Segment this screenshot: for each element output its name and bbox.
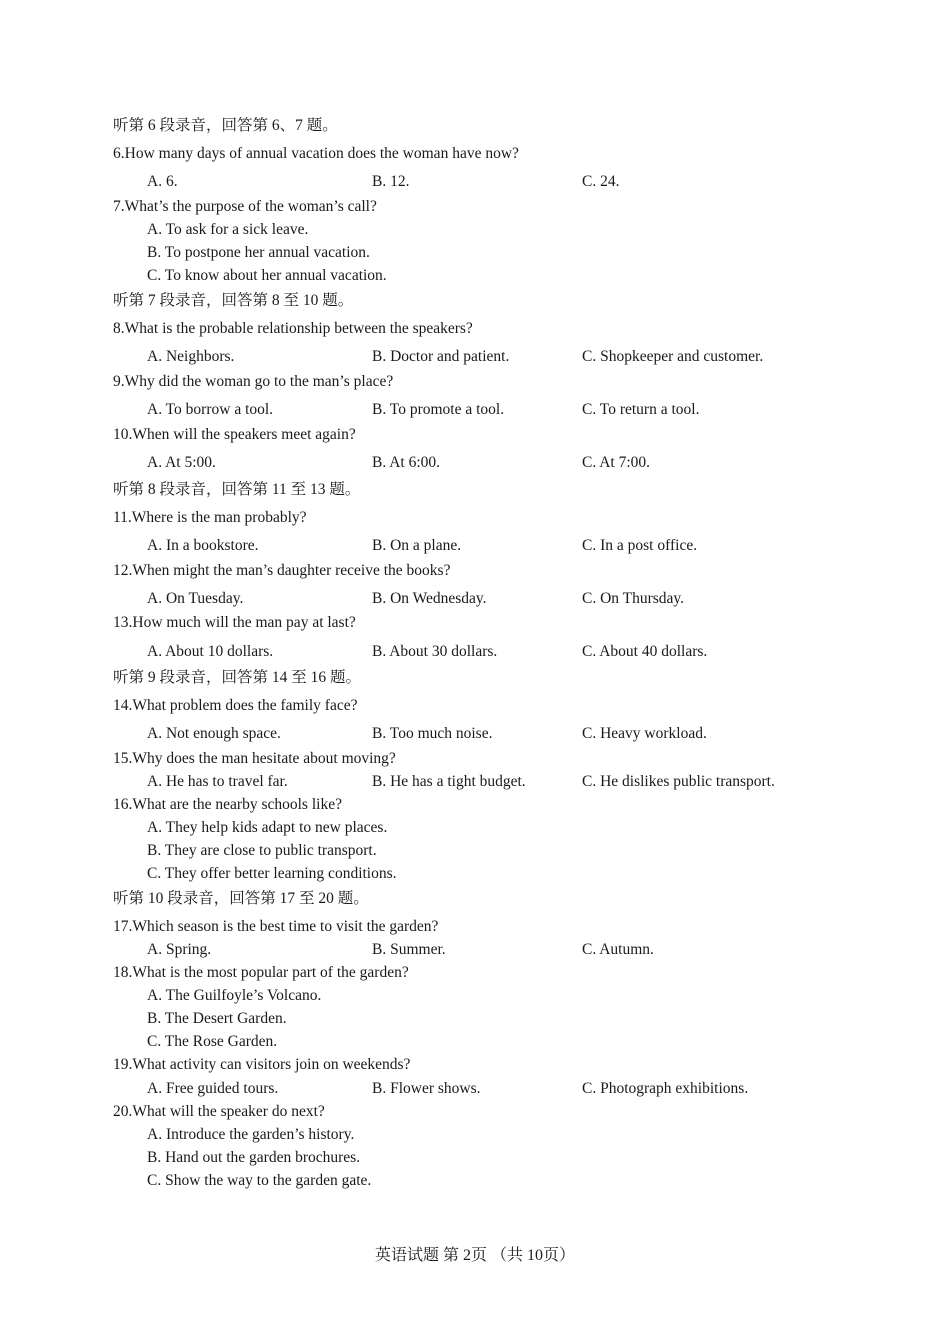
option-c: C. Heavy workload.	[582, 725, 707, 742]
question-text: 14.What problem does the family face?	[113, 697, 358, 714]
section-instruction: 听第 8 段录音，回答第 11 至 13 题。	[113, 481, 361, 498]
question-text: 13.How much will the man pay at last?	[113, 614, 356, 631]
option-line: C. Show the way to the garden gate.	[147, 1172, 372, 1189]
option-a: A. Neighbors.	[147, 348, 235, 365]
option-a: A. To borrow a tool.	[147, 401, 274, 418]
question-text: 9.Why did the woman go to the man’s place?	[113, 373, 394, 390]
option-line: A. The Guilfoyle’s Volcano.	[147, 987, 322, 1004]
option-c: C. At 7:00.	[582, 454, 651, 471]
option-b: B. On Wednesday.	[372, 590, 487, 607]
section-instruction: 听第 9 段录音，回答第 14 至 16 题。	[113, 669, 362, 686]
option-b: B. He has a tight budget.	[372, 773, 526, 790]
question-text: 7.What’s the purpose of the woman’s call?	[113, 198, 377, 215]
option-c: C. On Thursday.	[582, 590, 685, 607]
section-instruction: 听第 10 段录音，回答第 17 至 20 题。	[113, 890, 369, 907]
option-line: B. Hand out the garden brochures.	[147, 1149, 361, 1166]
question-text: 8.What is the probable relationship between the speakers?	[113, 320, 473, 337]
option-c: C. To return a tool.	[582, 401, 700, 418]
option-c: C. 24.	[582, 173, 620, 190]
option-line: C. The Rose Garden.	[147, 1033, 278, 1050]
option-b: B. Summer.	[372, 941, 446, 958]
option-a: A. In a bookstore.	[147, 537, 259, 554]
question-text: 18.What is the most popular part of the garden?	[113, 964, 409, 981]
question-text: 17.Which season is the best time to visit the garden?	[113, 918, 439, 935]
option-line: A. They help kids adapt to new places.	[147, 819, 388, 836]
option-c: C. In a post office.	[582, 537, 698, 554]
option-a: A. Spring.	[147, 941, 212, 958]
option-c: C. Shopkeeper and customer.	[582, 348, 764, 365]
option-b: B. To promote a tool.	[372, 401, 505, 418]
option-b: B. Doctor and patient.	[372, 348, 510, 365]
option-b: B. At 6:00.	[372, 454, 441, 471]
option-line: B. They are close to public transport.	[147, 842, 377, 859]
option-b: B. 12.	[372, 173, 410, 190]
option-line: A. Introduce the garden’s history.	[147, 1126, 355, 1143]
option-b: B. On a plane.	[372, 537, 462, 554]
option-a: A. On Tuesday.	[147, 590, 244, 607]
question-text: 15.Why does the man hesitate about moving?	[113, 750, 396, 767]
option-line: B. To postpone her annual vacation.	[147, 244, 370, 261]
question-text: 19.What activity can visitors join on weekends?	[113, 1056, 411, 1073]
question-text: 20.What will the speaker do next?	[113, 1103, 325, 1120]
option-c: C. About 40 dollars.	[582, 643, 708, 660]
option-c: C. Photograph exhibitions.	[582, 1080, 749, 1097]
option-a: A. Not enough space.	[147, 725, 281, 742]
section-instruction: 听第 6 段录音，回答第 6、7 题。	[113, 117, 338, 134]
question-text: 12.When might the man’s daughter receive the books?	[113, 562, 451, 579]
option-a: A. Free guided tours.	[147, 1080, 279, 1097]
option-a: A. He has to travel far.	[147, 773, 288, 790]
option-line: C. To know about her annual vacation.	[147, 267, 387, 284]
option-line: C. They offer better learning conditions.	[147, 865, 397, 882]
page-footer: 英语试题 第 2页 （共 10页）	[374, 1247, 575, 1264]
section-instruction: 听第 7 段录音，回答第 8 至 10 题。	[113, 292, 354, 309]
option-c: C. He dislikes public transport.	[582, 773, 775, 790]
option-line: B. The Desert Garden.	[147, 1010, 287, 1027]
question-text: 16.What are the nearby schools like?	[113, 796, 342, 813]
option-a: A. 6.	[147, 173, 178, 190]
option-a: A. At 5:00.	[147, 454, 216, 471]
option-a: A. About 10 dollars.	[147, 643, 274, 660]
option-b: B. Flower shows.	[372, 1080, 481, 1097]
option-c: C. Autumn.	[582, 941, 654, 958]
question-text: 6.How many days of annual vacation does the woman have now?	[113, 145, 519, 162]
option-line: A. To ask for a sick leave.	[147, 221, 309, 238]
question-text: 10.When will the speakers meet again?	[113, 426, 356, 443]
question-text: 11.Where is the man probably?	[113, 509, 307, 526]
option-b: B. About 30 dollars.	[372, 643, 498, 660]
option-b: B. Too much noise.	[372, 725, 493, 742]
